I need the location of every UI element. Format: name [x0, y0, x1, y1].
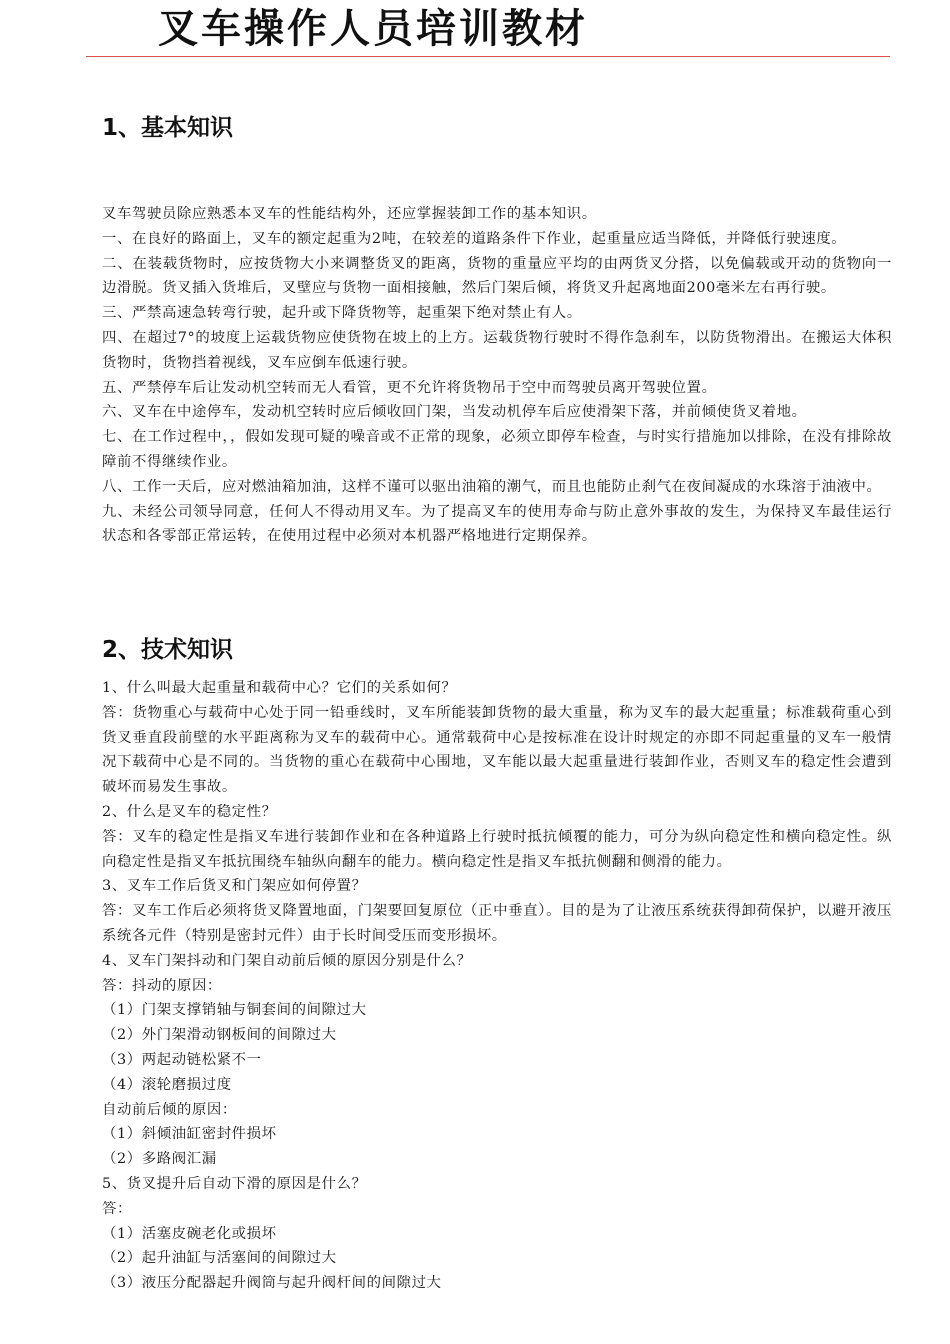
rule-paragraph: 四、在超过7°的坡度上运载货物应使货物在坡上的上方。运载货物行驶时不得作急刹车，以防货物滑出。在搬运大体积货物时，货物挡着视线，叉车应倒车低速行驶。: [102, 329, 892, 371]
question-paragraph: 5、货叉提升后自动下滑的原因是什么？: [102, 1175, 367, 1192]
section-body-technical-knowledge: [102, 676, 892, 1296]
rule-paragraph: 七、在工作过程中，，假如发现可疑的噪音或不正常的现象，必须立即停车检查，与时实行措施加以排除，在没有排除故障前不得继续作业。: [102, 429, 892, 470]
section-heading-technical-knowledge: 2、技术知识: [102, 637, 234, 663]
section-heading-basic-knowledge: 1、基本知识: [102, 115, 234, 141]
question-paragraph: 2、什么是叉车的稳定性？: [102, 803, 277, 820]
answer-paragraph: 答：抖动的原因：: [102, 977, 222, 994]
intro-paragraph: 叉车驾驶员除应熟悉本叉车的性能结构外，还应掌握装卸工作的基本知识。: [102, 206, 597, 222]
list-item: （2）起升油缸与活塞间的间隙过大: [102, 1250, 337, 1267]
list-item: （1）斜倾油缸密封件损坏: [102, 1126, 277, 1143]
list-item: （1）门架支撑销轴与铜套间的间隙过大: [102, 1002, 367, 1019]
question-paragraph: 4、叉车门架抖动和门架自动前后倾的原因分别是什么？: [102, 952, 472, 969]
title-divider: [86, 56, 890, 57]
list-item: （4）滚轮磨损过度: [102, 1076, 232, 1093]
rule-paragraph: 一、在良好的路面上，叉车的额定起重为2吨，在较差的道路条件下作业，起重量应适当降低，并降低行驶速度。: [102, 230, 847, 247]
rule-paragraph: 八、工作一天后，应对燃油箱加油，这样不谨可以驱出油箱的潮气，而且也能防止刹气在夜间凝成的水珠溶于油液中。: [102, 478, 882, 495]
section-body-basic-knowledge: [102, 202, 892, 549]
list-item: （2）外门架滑动钢板间的间隙过大: [102, 1027, 337, 1044]
list-item: （3）液压分配器起升阀筒与起升阀杆间的间隙过大: [102, 1275, 442, 1292]
question-paragraph: 3、叉车工作后货叉和门架应如何停置？: [102, 878, 367, 895]
rule-paragraph: 五、严禁停车后让发动机空转而无人看管，更不允许将货物吊于空中而驾驶员离开驾驶位置。: [102, 379, 717, 396]
rule-paragraph: 九、未经公司领导同意，任何人不得动用叉车。为了提高叉车的使用寿命与防止意外事故的发生，为保持叉车最佳运行状态和各零部正常运转，在使用过程中必须对本机器严格地进行定期保养。: [102, 503, 892, 545]
answer-paragraph: 答：叉车的稳定性是指叉车进行装卸作业和在各种道路上行驶时抵抗倾覆的能力，可分为纵向稳定性和横向稳定性。纵向稳定性是指叉车抵抗围绕车轴纵向翻车的能力。横向稳定性是指叉车抵抗侧翻和侧滑的能力。: [102, 828, 892, 870]
question-paragraph: 1、什么叫最大起重量和载荷中心？它们的关系如何？: [102, 680, 457, 696]
list-item: （2）多路阀汇漏: [102, 1151, 217, 1168]
document-title: 叉车操作人员培训教材: [158, 6, 588, 52]
answer-paragraph: 答：货物重心与载荷中心处于同一铅垂线时，叉车所能装卸货物的最大重量，称为叉车的最大起重量；标准载荷重心到货叉垂直段前壁的水平距离称为叉车的载荷中心。通常载荷中心是按标准在设计时规定的亦即不同起重量的叉车一般情况下载荷中心是不同的。当货物的重心在载荷中心围地，叉车能以最大起重量进行装卸作业，否则叉车的稳定性会遭到破坏而易发生事故。: [102, 704, 892, 796]
answer-paragraph: 答：: [102, 1200, 132, 1217]
answer-subheading: 自动前后倾的原因：: [102, 1101, 237, 1118]
list-item: （3）两起动链松紧不一: [102, 1051, 262, 1068]
list-item: （1）活塞皮碗老化或损坏: [102, 1225, 277, 1242]
rule-paragraph: 三、严禁高速急转弯行驶，起升或下降货物等，起重架下绝对禁止有人。: [102, 305, 582, 322]
rule-paragraph: 二、在装载货物时，应按货物大小来调整货叉的距离，货物的重量应平均的由两货叉分搭，以免偏载或开动的货物向一边滑脱。货叉插入货堆后，叉壁应与货物一面相接触，然后门架后倾，将货叉升起离地面200毫米左右再行驶。: [102, 255, 892, 297]
rule-paragraph: 六、叉车在中途停车，发动机空转时应后倾收回门架，当发动机停车后应使滑架下落，并前倾使货叉着地。: [102, 404, 807, 421]
answer-paragraph: 答：叉车工作后必须将货叉降置地面，门架要回复原位（正中垂直）。目的是为了让液压系统获得卸荷保护，以避开液压系统各元件（特别是密封元件）由于长时间受压而变形损坏。: [102, 903, 892, 944]
